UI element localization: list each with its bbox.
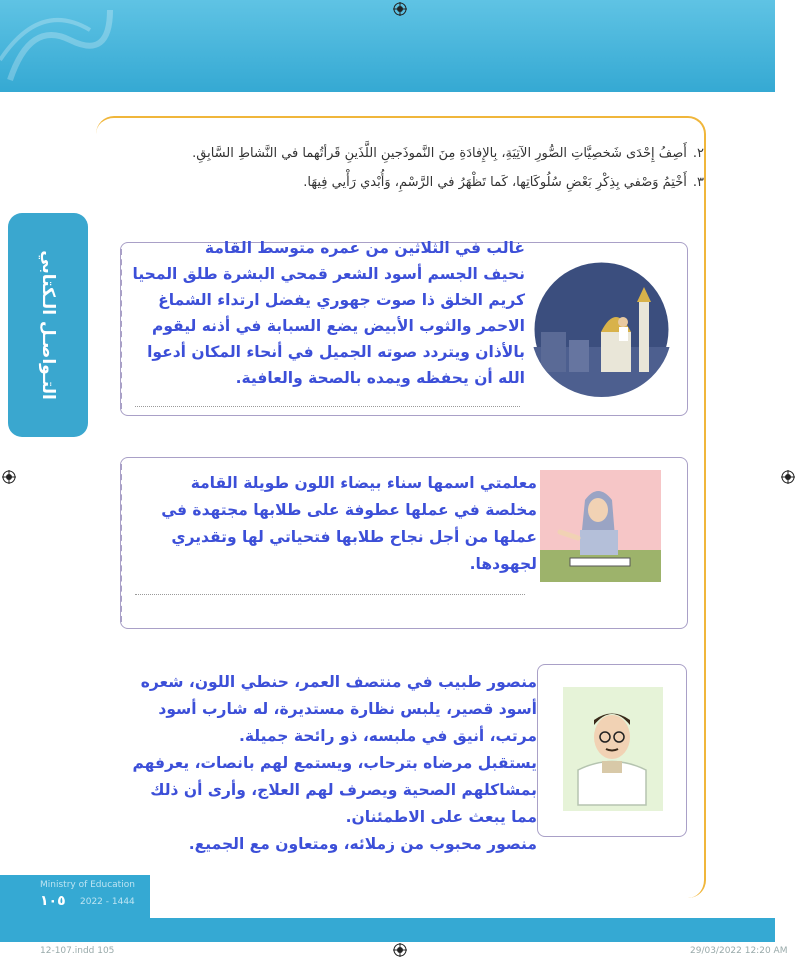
timestamp-label: 29/03/2022 12:20 AM <box>690 946 788 956</box>
doctor-illustration-frame <box>537 664 687 837</box>
doctor-man-icon <box>538 665 686 836</box>
top-banner <box>0 0 775 92</box>
page-number: ١٠٥ <box>40 893 66 909</box>
year-label: 2022 - 1444 <box>80 897 135 907</box>
text-line: لجهودها. <box>469 555 537 573</box>
text-line: غالب في الثلاثين من عمره متوسط القامة <box>204 239 525 257</box>
text-line: منصور محبوب من زملائه، ومتعاون مع الجميع. <box>188 835 537 853</box>
text-line: مما يبعث على الاطمئنان. <box>345 808 537 826</box>
card-3-text <box>105 669 537 858</box>
text-line: مخلصة في عملها عطوفة على طلابها مجتهدة في <box>161 501 537 519</box>
instruction-3 <box>303 175 704 190</box>
instruction-text: أَخْتِمُ وَصْفي بِذِكْرِ بَعْضِ سُلُوكَاتِها، كَما تَظْهَرُ في الرَّسْمِ، وَأُبْدي رَأْيي فِيهَا. <box>303 175 687 190</box>
text-line: نحيف الجسم أسود الشعر قمحي البشرة طلق المحيا <box>132 265 525 283</box>
teacher-woman-icon <box>540 470 661 582</box>
mosque-illustration <box>531 262 672 397</box>
instruction-2 <box>192 146 704 161</box>
text-line: أسود قصير، يلبس نظارة مستديرة، له شارب أسود <box>158 700 537 718</box>
card-1-text <box>125 235 525 391</box>
instruction-number: ٢. <box>692 146 704 161</box>
text-line: يستقبل مرضاه بترحاب، ويستمع لهم بانصات، يعرفهم <box>132 754 537 772</box>
instruction-text: أَصِفُ إِحْدَى شَخصِيَّاتِ الصُّورِ الآتِيَةِ، بِالإِفادَةِ مِنَ النَّموذَجينِ اللَّذَينِ قَرأتُهما في النَّشاطِ السَّابِقِ. <box>192 146 687 161</box>
side-tab-label: التـواصـل الـكتابي <box>38 250 58 400</box>
registration-mark-icon <box>393 943 407 957</box>
file-label: 12-107.indd 105 <box>40 946 115 956</box>
text-line: معلمتي اسمها سناء بيضاء اللون طويلة القامة <box>190 474 537 492</box>
text-line: كريم الخلق ذا صوت جهوري يفضل ارتداء الشماغ <box>158 291 525 309</box>
footer-bar <box>0 918 775 942</box>
instruction-number: ٣. <box>692 175 704 190</box>
registration-mark-icon <box>393 2 407 16</box>
section-side-tab <box>8 213 88 437</box>
text-line: عملها من أجل نجاح طلابها فتحياتي لها وتقديري <box>171 528 537 546</box>
text-line: بمشاكلهم الصحية ويصرف لهم العلاج، وأرى أن ذلك <box>150 781 537 799</box>
text-line: الاحمر والثوب الأبيض يضع السبابة في أذنه ليقوم <box>151 317 525 335</box>
ministry-label: Ministry of Education <box>40 880 135 890</box>
decorative-swirl-icon <box>0 0 120 92</box>
registration-mark-icon <box>2 470 16 484</box>
mosque-muezzin-icon <box>531 262 672 397</box>
text-line: منصور طبيب في منتصف العمر، حنطي اللون، شعره <box>140 673 537 691</box>
text-line: الله أن يحفظه ويمده بالصحة والعافية. <box>235 369 525 387</box>
registration-mark-icon <box>781 470 795 484</box>
writing-line <box>135 594 525 595</box>
teacher-illustration <box>540 470 661 582</box>
text-line: بالأذان ويتردد صوته الجميل في أنحاء المكان أدعوا <box>147 343 525 361</box>
card-2-text <box>125 470 537 578</box>
writing-line <box>135 406 520 407</box>
text-line: مرتب، أنيق في ملبسه، ذو رائحة جميلة. <box>238 727 537 745</box>
